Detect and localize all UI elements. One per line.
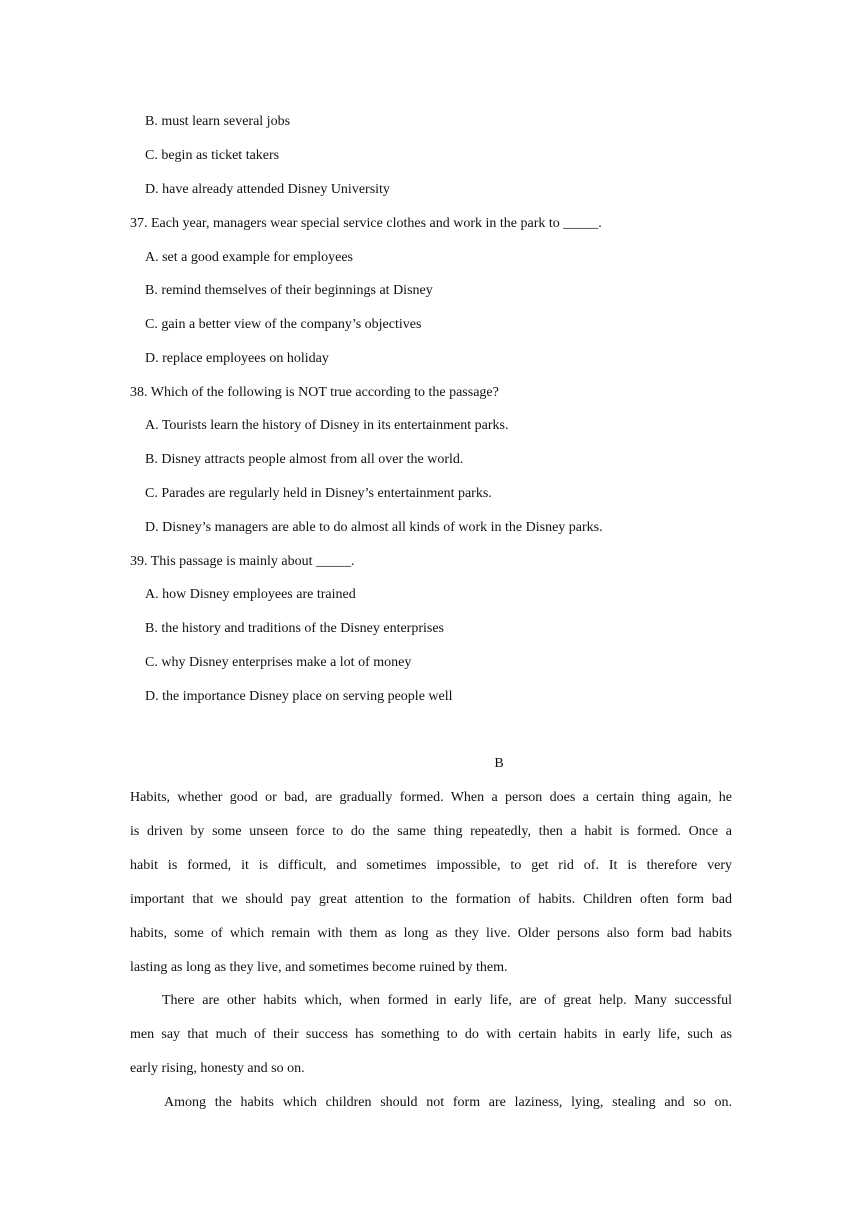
q37-option-a: A. set a good example for employees <box>145 250 353 265</box>
paragraph-line: early rising, honesty and so on. <box>130 1061 305 1076</box>
paragraph-line: important that we should pay great attention to the formation of habits. Children often form bad <box>130 892 732 907</box>
q38-option-a: A. Tourists learn the history of Disney in its entertainment parks. <box>145 418 509 433</box>
paragraph-line: There are other habits which, when formed in early life, are of great help. Many successful <box>162 993 732 1008</box>
paragraph-line: habits, some of which remain with them as long as they live. Older persons also form bad habits <box>130 926 732 941</box>
q37-option-b: B. remind themselves of their beginnings at Disney <box>145 283 433 298</box>
q37-stem: 37. Each year, managers wear special service clothes and work in the park to _____. <box>130 216 602 231</box>
q38-option-b: B. Disney attracts people almost from all over the world. <box>145 452 464 467</box>
paragraph-1 <box>130 788 732 992</box>
paragraph-line: Habits, whether good or bad, are gradually formed. When a person does a certain thing again, he <box>130 790 732 805</box>
q38-stem: 38. Which of the following is NOT true according to the passage? <box>130 385 499 400</box>
q39-option-c: C. why Disney enterprises make a lot of money <box>145 655 412 670</box>
paragraph-line: Among the habits which children should not form are laziness, lying, stealing and so on. <box>164 1095 732 1110</box>
q38-option-d: D. Disney’s managers are able to do almost all kinds of work in the Disney parks. <box>145 520 603 535</box>
q39-option-a: A. how Disney employees are trained <box>145 587 356 602</box>
q37-option-c: C. gain a better view of the company’s objectives <box>145 317 422 332</box>
paragraph-2 <box>130 991 732 1093</box>
q36-option-b: B. must learn several jobs <box>145 114 291 129</box>
paragraph-line: men say that much of their success has something to do with certain habits in early life, such as <box>130 1027 732 1042</box>
q39-stem: 39. This passage is mainly about _____. <box>130 554 355 569</box>
paragraph-line: lasting as long as they live, and sometimes become ruined by them. <box>130 960 508 975</box>
paragraph-3 <box>130 1093 732 1127</box>
q36-option-d: D. have already attended Disney University <box>145 182 390 197</box>
paragraph-line: habit is formed, it is difficult, and sometimes impossible, to get rid of. It is therefore very <box>130 858 732 873</box>
q37-option-d: D. replace employees on holiday <box>145 351 329 366</box>
q38-option-c: C. Parades are regularly held in Disney’s entertainment parks. <box>145 486 492 501</box>
q39-option-b: B. the history and traditions of the Disney enterprises <box>145 621 444 636</box>
paragraph-line: is driven by some unseen force to do the same thing repeatedly, then a habit is formed. Once a <box>130 824 732 839</box>
section-heading: B <box>494 756 504 771</box>
q36-option-c: C. begin as ticket takers <box>145 148 280 163</box>
q39-option-d: D. the importance Disney place on serving people well <box>145 689 453 704</box>
